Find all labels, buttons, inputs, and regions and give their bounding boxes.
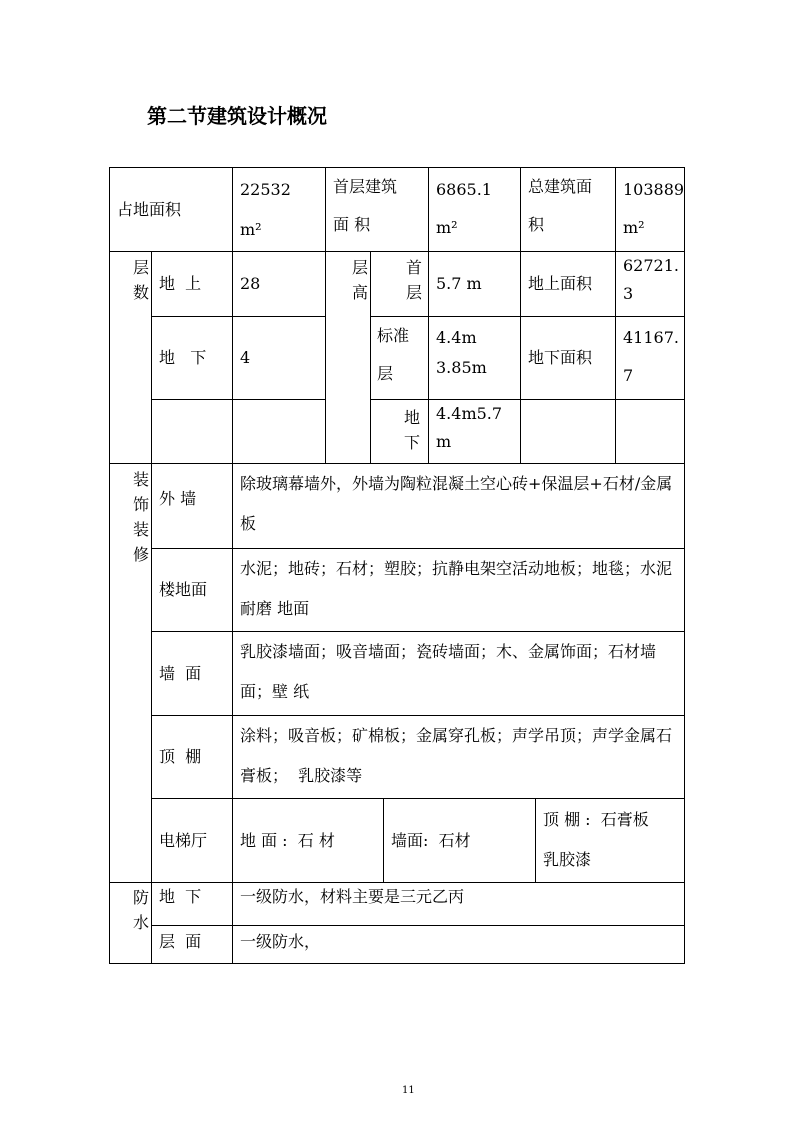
first-floor-height-value: 5.7 m [428,251,521,317]
empty-cell [232,399,326,464]
decoration-row-label: 顶 棚 [151,715,233,799]
waterproof-roof-label: 层 面 [151,925,233,964]
elevator-hall-label: 电梯厅 [151,798,233,883]
standard-floor-height-value: 4.4m 3.85m [428,316,521,400]
section-title: 第二节建筑设计概况 [147,104,327,128]
decoration-row-label: 墙 面 [151,631,233,716]
total-area-value: 103889 m² [615,167,685,252]
decoration-row-label: 外 墙 [151,463,233,549]
decoration-row-value: 除玻璃幕墙外，外墙为陶粒混凝土空心砖+保温层+石材/金属板 [232,463,685,549]
waterproof-label: 防 水 [109,882,152,964]
empty-cell [520,399,616,464]
above-ground-area-value: 62721. 3 [615,251,685,317]
page-number: 11 [402,1085,415,1096]
decoration-row-value: 水泥；地砖；石材；塑胶；抗静电架空活动地板；地毯；水泥耐磨 地面 [232,548,685,632]
basement-height-value: 4.4m5.7 m [428,399,521,464]
empty-cell [151,399,233,464]
waterproof-roof-value: 一级防水， [232,925,685,964]
waterproof-below-value: 一级防水，材料主要是三元乙丙 [232,882,685,926]
floors-label: 层 数 [109,251,152,464]
decoration-row-label: 楼地面 [151,548,233,632]
below-floors-label: 地 下 [151,316,233,400]
elevator-ceiling: 顶 棚 : 石膏板 乳胶漆 [535,798,685,883]
floor-height-label: 层 高 [325,251,371,464]
total-area-label: 总建筑面 积 [520,167,616,252]
first-floor-height-label: 首 层 [370,251,429,317]
empty-cell [615,399,685,464]
waterproof-below-label: 地 下 [151,882,233,926]
below-floors-value: 4 [232,316,326,400]
decoration-label: 装 饰 装 修 [109,463,152,883]
below-ground-area-label: 地下面积 [520,316,616,400]
ground-floor-area-value: 6865.1 m² [428,167,521,252]
above-floors-value: 28 [232,251,326,317]
basement-height-label: 地 下 [370,399,429,464]
above-ground-area-label: 地上面积 [520,251,616,317]
decoration-row-value: 涂料；吸音板；矿棉板；金属穿孔板；声学吊顶；声学金属石膏板； 乳胶漆等 [232,715,685,799]
elevator-floor: 地 面 : 石 材 [232,798,384,883]
ground-floor-area-label: 首层建筑 面 积 [325,167,429,252]
site-area-label: 占地面积 [109,167,233,252]
elevator-wall: 墙面: 石材 [383,798,536,883]
below-ground-area-value: 41167. 7 [615,316,685,400]
above-floors-label: 地 上 [151,251,233,317]
standard-floor-height-label: 标准 层 [370,316,429,400]
site-area-value: 22532 m² [232,167,326,252]
decoration-row-value: 乳胶漆墙面；吸音墙面；瓷砖墙面；木、金属饰面；石材墙面；壁 纸 [232,631,685,716]
